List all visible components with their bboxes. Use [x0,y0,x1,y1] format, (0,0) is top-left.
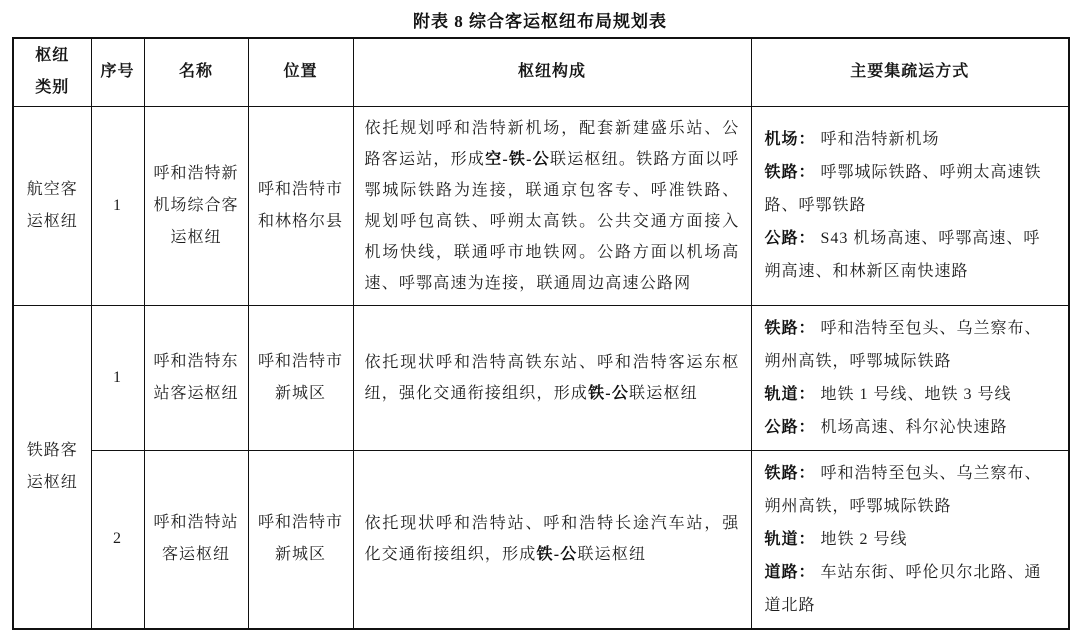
mode-label: 轨道： [764,530,816,548]
mode-line [765,378,1056,411]
mode-value: 呼和浩特新机场 [820,131,940,148]
header-location: 位置 [248,38,353,106]
mode-value: S43 机场高速、呼鄂高速、呼朔高速、和林新区南快速路 [764,230,1041,280]
cell-serial-number: 1 [91,106,144,305]
mode-line [765,556,1056,622]
cell-hub-name: 呼和浩特站客运枢纽 [144,450,248,629]
composition-text: 依托规划呼和浩特新机场，配套新建盛乐站、公路客运站，形成 [364,119,740,168]
table-row-rail-hub-main [13,450,1069,629]
mode-line [765,123,1056,156]
hub-planning-table [12,37,1070,630]
composition-text: 依托现状呼和浩特站、呼和浩特长途汽车站，强化交通衔接组织，形成 [364,515,740,563]
cell-hub-composition [353,106,751,305]
composition-text: 联运枢纽。铁路方面以呼鄂城际铁路为连接，联通京包客专、呼准铁路、规划呼包高铁、呼朔太高铁。公共交通方面接入机场快线，联通呼市地铁网。公路方面以机场高速、呼鄂高速为连接，联通周边高速公路网 [364,150,740,292]
header-row [13,38,1069,106]
mode-line [765,312,1056,378]
mode-label: 公路： [764,230,816,247]
mode-label: 道路： [764,563,816,581]
table-row-air-hub [13,106,1069,305]
cell-location: 呼和浩特市新城区 [248,450,353,629]
mode-label: 铁路： [764,464,816,482]
table-row-rail-hub-east [13,305,1069,450]
mode-line [765,411,1056,444]
mode-label: 公路： [764,418,816,436]
composition-bold-text: 铁-公 [536,546,578,563]
cell-category-air-label: 航空客运枢纽 [26,180,78,230]
composition-text: 依托现状呼和浩特高铁东站、呼和浩特客运东枢纽，强化交通衔接组织，形成 [364,353,740,402]
cell-serial-number: 2 [91,450,144,629]
cell-category-rail-label: 铁路客运枢纽 [26,441,78,491]
header-hub-category [13,38,91,106]
mode-label: 机场： [764,131,816,148]
mode-label: 铁路： [764,319,816,337]
header-name: 名称 [144,38,248,106]
mode-value: 地铁 1 号线、地铁 3 号线 [820,385,1012,403]
cell-transport-modes [751,305,1069,450]
cell-hub-composition [353,450,751,629]
table-title: 附表 8 综合客运枢纽布局规划表 [413,12,667,31]
composition-text: 联运枢纽 [629,384,698,402]
mode-line [765,222,1056,288]
header-hub-category-label: 枢纽类别 [35,47,70,97]
cell-hub-name: 呼和浩特新机场综合客运枢纽 [144,106,248,305]
mode-value: 呼和浩特至包头、乌兰察布、朔州高铁，呼鄂城际铁路 [764,319,1042,370]
mode-line [765,457,1056,523]
mode-value: 呼和浩特至包头、乌兰察布、朔州高铁，呼鄂城际铁路 [764,464,1042,515]
mode-label: 轨道： [764,385,816,403]
mode-line [765,523,1056,556]
mode-value: 车站东街、呼伦贝尔北路、通道北路 [764,563,1042,614]
header-transport-modes: 主要集疏运方式 [751,38,1069,106]
mode-label: 铁路： [764,164,816,181]
composition-bold-text: 铁-公 [588,384,630,402]
header-hub-composition: 枢纽构成 [353,38,751,106]
cell-hub-name: 呼和浩特东站客运枢纽 [144,305,248,450]
cell-serial-number: 1 [91,305,144,450]
header-serial-number: 序号 [91,38,144,106]
cell-transport-modes [751,450,1069,629]
mode-value: 机场高速、科尔沁快速路 [820,418,1008,436]
cell-category-rail [13,305,91,629]
mode-line [765,156,1056,222]
mode-value: 地铁 2 号线 [820,530,908,548]
cell-location: 呼和浩特市和林格尔县 [248,106,353,305]
mode-value: 呼鄂城际铁路、呼朔太高速铁路、呼鄂铁路 [764,164,1042,214]
cell-transport-modes [751,106,1069,305]
composition-bold-text: 空-铁-公 [485,150,550,168]
cell-location: 呼和浩特市新城区 [248,305,353,450]
cell-hub-composition [353,305,751,450]
cell-category-air [13,106,91,305]
composition-text: 联运枢纽 [577,546,647,563]
